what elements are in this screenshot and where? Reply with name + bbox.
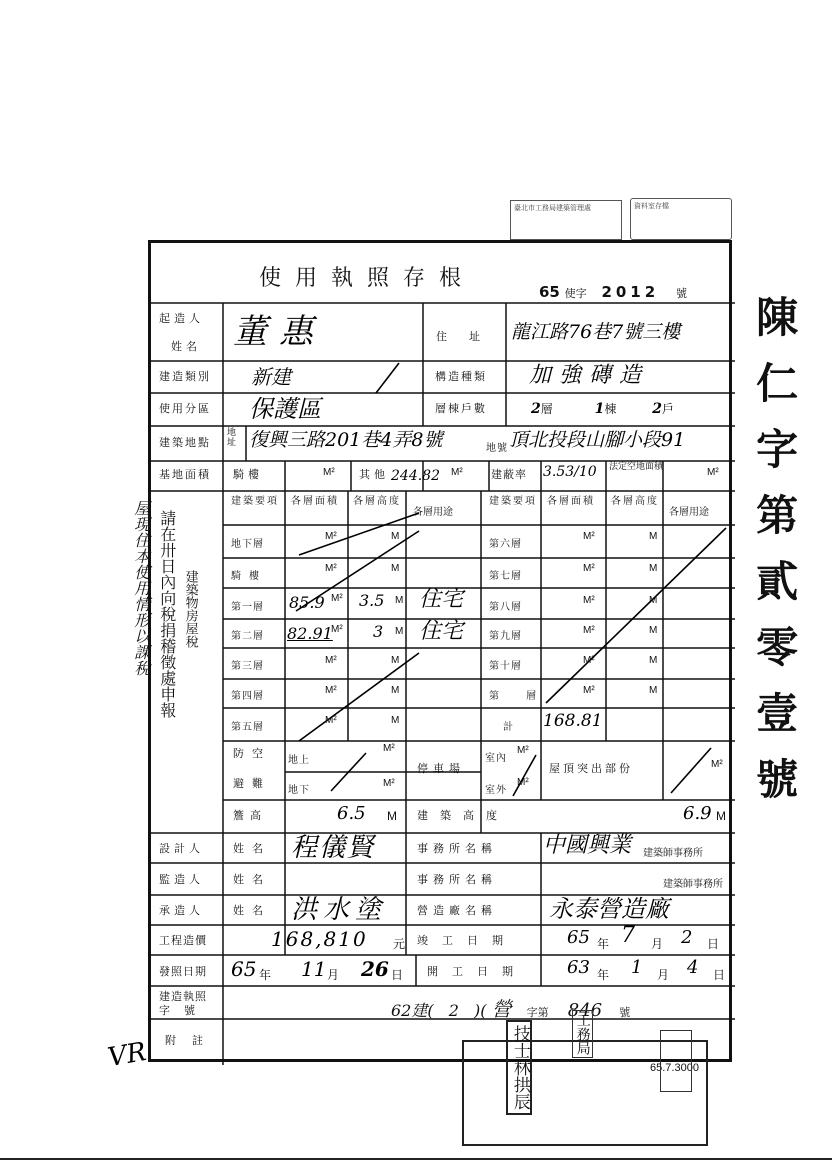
floor2-height: 3 — [373, 622, 384, 641]
issue-month: 11 — [301, 957, 327, 981]
floor-label: 第五層 — [231, 722, 264, 733]
contractor-role: 承造人 — [159, 904, 204, 917]
other-label: 其他 — [359, 468, 389, 481]
approval-box-text: 65.7.3000 — [650, 1062, 699, 1074]
floors-label: 層棟戶數 — [435, 402, 487, 415]
floor1-use: 住宅 — [419, 587, 464, 612]
designer-role: 設計人 — [159, 842, 204, 855]
contractor-office-label: 營造廠名稱 — [417, 904, 497, 917]
unit-height: M — [391, 563, 400, 574]
permit-label: 建造執照 — [159, 990, 207, 1003]
roof-label: 屋頂突出部份 — [549, 762, 633, 775]
floor1-area: 85.9 — [289, 593, 325, 612]
openspace-label: 法定空地面積 — [609, 462, 664, 472]
contractor-office: 永泰營造廠 — [549, 895, 669, 923]
indoor-label: 室內 — [485, 753, 507, 764]
below-label: 地下 — [288, 785, 310, 796]
done-year: 65 — [567, 927, 590, 948]
supervisor-office-label: 事務所名稱 — [417, 873, 497, 886]
unit-height: M — [391, 531, 400, 542]
bottom-edge-line — [0, 1158, 832, 1160]
issue-year-unit: 年 — [259, 968, 273, 982]
unit-area: M² — [325, 655, 337, 666]
floors-counts: 2層 1棟 2戶 — [531, 401, 674, 417]
note-label: 附註 — [165, 1034, 219, 1047]
chop-inspector: 技士林拱辰 — [506, 1020, 532, 1115]
structure-value: 加強磚造 — [529, 363, 650, 388]
start-label: 開工日期 — [427, 965, 527, 978]
hdr-area-right: 各層面積 — [547, 496, 595, 507]
openspace-unit: M² — [707, 467, 719, 478]
outdoor-label: 室外 — [485, 785, 507, 796]
building-height-unit: M — [716, 809, 726, 823]
shelter-label: 防空 — [233, 747, 271, 760]
designer-office-label: 事務所名稱 — [417, 842, 497, 855]
building-height-value: 6.9 — [683, 803, 712, 824]
hdr-item-left: 建築要項 — [231, 496, 279, 507]
applicant-name-label: 姓名 — [171, 340, 201, 353]
zone-label: 使用分區 — [159, 402, 211, 415]
hdr-area-left: 各層面積 — [291, 496, 339, 507]
unit-height: M — [649, 625, 658, 636]
floor-label: 第三層 — [231, 661, 264, 672]
total-area: 168.81 — [543, 711, 603, 731]
permit-form — [148, 240, 732, 1062]
above-unit: M² — [383, 743, 395, 754]
start-year: 63 — [567, 957, 590, 978]
other-value: 244.82 — [391, 468, 440, 484]
address-label: 住址 — [436, 330, 502, 343]
below-unit: M² — [383, 778, 395, 789]
category-label: 建造類別 — [159, 370, 211, 383]
issue-day-unit: 日 — [391, 968, 405, 982]
floor2-use: 住宅 — [419, 619, 464, 644]
issue-month-unit: 月 — [327, 968, 341, 982]
left-note-3: 建築物房屋稅 — [182, 570, 198, 648]
done-day: 2 — [681, 927, 693, 948]
unit-area: M² — [325, 531, 337, 542]
above-label: 地上 — [288, 755, 310, 766]
contractor-name-label: 姓名 — [233, 904, 271, 917]
floor-label: 第二層 — [231, 631, 264, 642]
location-address-sublabel: 地址 — [227, 428, 238, 448]
arcade-label: 騎樓 — [233, 468, 263, 481]
unit-area: M² — [331, 624, 343, 635]
hdr-use-right: 各層用途 — [669, 507, 709, 518]
eave-value: 6.5 — [337, 803, 366, 824]
eave-label: 簷高 — [233, 809, 267, 822]
zone-value: 保護區 — [249, 395, 321, 423]
done-label: 竣工日期 — [417, 934, 517, 947]
category-value: 新建 — [251, 365, 291, 389]
start-month: 1 — [631, 957, 643, 978]
unit-area: M² — [583, 655, 595, 666]
done-day-unit: 日 — [707, 937, 721, 951]
arcade-unit: M² — [323, 467, 335, 478]
unit-height: M — [649, 685, 658, 696]
floor2-area: 82.91 — [287, 624, 333, 643]
floor-label: 騎樓 — [231, 571, 267, 582]
supervisor-office-suffix: 建築師事務所 — [663, 879, 723, 890]
hdr-height-left: 各層高度 — [353, 496, 401, 507]
designer-office: 中國興業 — [543, 833, 632, 858]
cost-label: 工程造價 — [159, 934, 207, 947]
building-height-label: 建築高度 — [417, 809, 509, 822]
indoor-unit: M² — [517, 745, 529, 756]
start-day: 4 — [687, 957, 699, 978]
unit-height: M — [391, 715, 400, 726]
hdr-item-right: 建築要項 — [489, 496, 537, 507]
total-label: 計 — [503, 722, 514, 733]
location-lot: 頂北投段山腳小段91 — [509, 429, 686, 451]
outdoor-unit: M² — [517, 777, 529, 788]
site-area-label: 基地面積 — [159, 468, 211, 481]
contractor-name: 洪水塗 — [291, 895, 388, 925]
done-year-unit: 年 — [597, 937, 611, 951]
floor-label: 第六層 — [489, 539, 522, 550]
chop-bureau: 工務局 — [572, 1010, 593, 1058]
unit-height: M — [395, 626, 404, 637]
designer-name: 程儀賢 — [291, 833, 376, 863]
floor-label: 第九層 — [489, 631, 522, 642]
chop-small — [660, 1030, 692, 1092]
floor-label: 第十層 — [489, 661, 522, 672]
unit-area: M² — [325, 685, 337, 696]
floor-label: 第一層 — [231, 602, 264, 613]
coverage-label: 建蔽率 — [491, 468, 527, 481]
other-unit: M² — [451, 467, 463, 478]
unit-area: M² — [583, 595, 595, 606]
unit-height: M — [649, 655, 658, 666]
date-stamp: 資料室存檔 — [630, 198, 732, 240]
unit-height: M — [391, 685, 400, 696]
floor-label: 第四層 — [231, 691, 264, 702]
start-day-unit: 日 — [713, 968, 727, 982]
unit-area: M² — [583, 625, 595, 636]
unit-area: M² — [583, 685, 595, 696]
unit-height: M — [649, 531, 658, 542]
permit-value: 62建( 2 )( 營 字第 846 號 — [391, 997, 631, 1021]
start-year-unit: 年 — [597, 968, 611, 982]
parking-label: 停車場 — [417, 762, 465, 775]
issue-day: 26 — [361, 957, 389, 981]
designer-name-label: 姓名 — [233, 842, 271, 855]
applicant-address: 龍江路76巷7號三樓 — [511, 321, 681, 343]
permit-sub-label: 字號 — [159, 1004, 209, 1017]
floor-label: 第七層 — [489, 571, 522, 582]
floor-label: 第 層 — [489, 691, 549, 702]
applicant-name: 董惠 — [233, 312, 325, 352]
evac-label: 避難 — [233, 777, 271, 790]
left-note-2: 請在卅日內向稅捐稽徵處申報 — [157, 510, 177, 718]
permit-number: 65 使字 2012 號 — [539, 283, 687, 301]
unit-area: M² — [583, 563, 595, 574]
supervisor-role: 監造人 — [159, 873, 204, 886]
unit-area: M² — [325, 563, 337, 574]
issue-year: 65 — [231, 957, 257, 981]
roof-unit: M² — [711, 759, 723, 770]
unit-height: M — [395, 595, 404, 606]
left-note-1: 屋現住本使用情形以課稅 — [131, 500, 151, 676]
vr-mark: VR — [105, 1036, 149, 1074]
issue-label: 發照日期 — [159, 965, 207, 978]
applicant-label: 起造人 — [159, 312, 204, 325]
unit-area: M² — [583, 531, 595, 542]
form-title: 使用執照存根 — [259, 266, 476, 291]
location-address: 復興三路201巷4弄8號 — [249, 429, 443, 451]
archive-stamp: 臺北市工務局建築管理處 — [510, 200, 622, 240]
floor1-height: 3.5 — [359, 591, 385, 610]
floor-label: 地下層 — [231, 539, 264, 550]
unit-height: M — [649, 563, 658, 574]
unit-area: M² — [325, 715, 337, 726]
unit-height: M — [391, 655, 400, 666]
designer-office-suffix: 建築師事務所 — [643, 848, 703, 859]
supervisor-name-label: 姓名 — [233, 873, 271, 886]
structure-label: 構造種類 — [435, 370, 487, 383]
done-month-unit: 月 — [651, 937, 665, 951]
hdr-use-left: 各層用途 — [413, 507, 453, 518]
cost-unit: 元 — [393, 937, 407, 951]
right-margin-text: 陳仁字第貳零壹號 — [750, 295, 800, 823]
location-lot-sublabel: 地號 — [486, 443, 508, 454]
unit-height: M — [649, 595, 658, 606]
hdr-height-right: 各層高度 — [611, 496, 659, 507]
eave-unit: M — [387, 809, 397, 823]
coverage-value: 3.53/10 — [543, 464, 597, 480]
cost-value: 168,810 — [271, 927, 368, 951]
start-month-unit: 月 — [657, 968, 671, 982]
unit-area: M² — [331, 593, 343, 604]
floor-label: 第八層 — [489, 602, 522, 613]
done-month: 7 — [621, 923, 635, 948]
location-label: 建築地點 — [159, 436, 211, 449]
